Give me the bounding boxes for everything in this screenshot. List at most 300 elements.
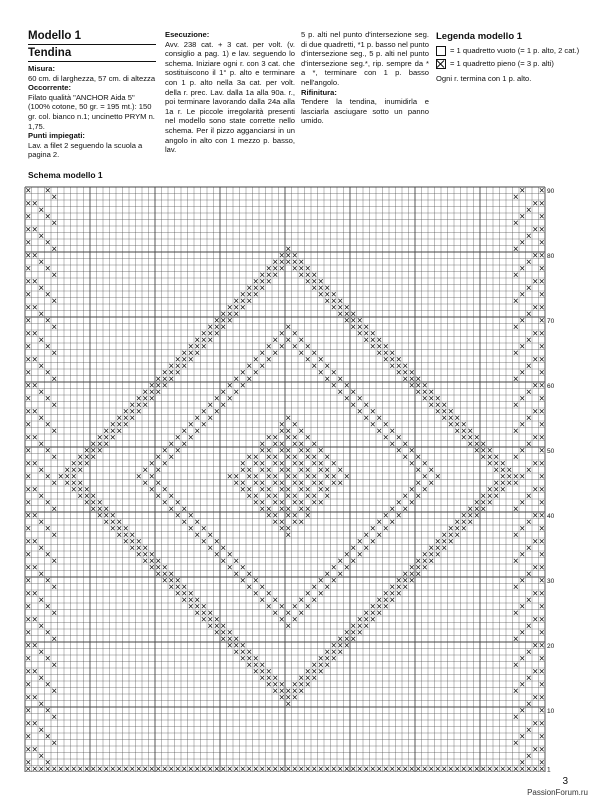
filled-square-mark xyxy=(156,468,160,472)
filled-square-mark xyxy=(371,539,375,543)
filled-square-mark xyxy=(221,767,225,771)
filled-square-mark xyxy=(111,520,115,524)
filled-square-mark xyxy=(280,266,284,270)
filled-square-mark xyxy=(293,331,297,335)
filled-square-mark xyxy=(397,585,401,589)
filled-square-mark xyxy=(540,682,544,686)
filled-square-mark xyxy=(423,565,427,569)
filled-square-mark xyxy=(293,474,297,478)
filled-square-mark xyxy=(332,650,336,654)
filled-square-mark xyxy=(319,370,323,374)
filled-square-mark xyxy=(247,377,251,381)
filled-square-mark xyxy=(104,767,108,771)
filled-square-mark xyxy=(319,286,323,290)
filled-square-mark xyxy=(514,247,518,251)
filled-square-mark xyxy=(26,214,30,218)
filled-square-mark xyxy=(312,598,316,602)
filled-square-mark xyxy=(260,468,264,472)
filled-square-mark xyxy=(332,305,336,309)
filled-square-mark xyxy=(358,409,362,413)
filled-square-mark xyxy=(527,624,531,628)
filled-square-mark xyxy=(364,611,368,615)
filled-square-mark xyxy=(65,481,69,485)
filled-square-mark xyxy=(33,305,37,309)
filled-square-mark xyxy=(221,637,225,641)
filled-square-mark xyxy=(234,650,238,654)
filled-square-mark xyxy=(104,513,108,517)
filled-square-mark xyxy=(520,266,524,270)
filled-square-mark xyxy=(176,585,180,589)
filled-square-mark xyxy=(286,494,290,498)
title-rule xyxy=(28,44,156,45)
filled-square-mark xyxy=(39,442,43,446)
filled-square-mark xyxy=(202,526,206,530)
filled-square-mark xyxy=(189,604,193,608)
filled-square-mark xyxy=(299,487,303,491)
filled-square-mark xyxy=(111,422,115,426)
filled-square-mark xyxy=(533,721,537,725)
filled-square-mark xyxy=(533,617,537,621)
filled-square-mark xyxy=(267,487,271,491)
filled-square-mark xyxy=(540,383,544,387)
column-continuation xyxy=(301,30,429,126)
filled-square-mark xyxy=(260,663,264,667)
row-number-label: 30 xyxy=(547,578,555,585)
filled-square-mark xyxy=(137,539,141,543)
filled-square-mark xyxy=(410,383,414,387)
filled-square-mark xyxy=(429,390,433,394)
filled-square-mark xyxy=(293,767,297,771)
filled-square-mark xyxy=(150,461,154,465)
filled-square-mark xyxy=(98,448,102,452)
filled-square-mark xyxy=(338,468,342,472)
filled-square-mark xyxy=(306,273,310,277)
filled-square-mark xyxy=(527,494,531,498)
filled-square-mark xyxy=(306,604,310,608)
filled-square-mark xyxy=(403,578,407,582)
filled-square-mark xyxy=(286,468,290,472)
filled-square-mark xyxy=(39,286,43,290)
filled-square-mark xyxy=(33,279,37,283)
filled-square-mark xyxy=(423,767,427,771)
filled-square-mark xyxy=(26,695,30,699)
filled-square-mark xyxy=(189,513,193,517)
filled-square-mark xyxy=(78,767,82,771)
filled-square-mark xyxy=(234,767,238,771)
filled-square-mark xyxy=(377,520,381,524)
filled-square-mark xyxy=(514,559,518,563)
filled-square-mark xyxy=(540,487,544,491)
filled-square-mark xyxy=(260,585,264,589)
filled-square-mark xyxy=(221,318,225,322)
filled-square-mark xyxy=(98,442,102,446)
filled-square-mark xyxy=(176,591,180,595)
filled-square-mark xyxy=(124,767,128,771)
filled-square-mark xyxy=(390,357,394,361)
filled-square-mark xyxy=(442,767,446,771)
filled-square-mark xyxy=(254,279,258,283)
filled-square-mark xyxy=(468,435,472,439)
filled-square-mark xyxy=(280,520,284,524)
filled-square-mark xyxy=(540,435,544,439)
filled-square-mark xyxy=(228,383,232,387)
filled-square-mark xyxy=(520,630,524,634)
filled-square-mark xyxy=(514,351,518,355)
filled-square-mark xyxy=(462,422,466,426)
filled-square-mark xyxy=(527,468,531,472)
filled-square-mark xyxy=(312,585,316,589)
filled-square-mark xyxy=(176,500,180,504)
filled-square-mark xyxy=(26,331,30,335)
filled-square-mark xyxy=(280,487,284,491)
filled-square-mark xyxy=(410,377,414,381)
filled-square-mark xyxy=(423,559,427,563)
filled-square-mark xyxy=(403,494,407,498)
filled-square-mark xyxy=(26,643,30,647)
filled-square-mark xyxy=(254,669,258,673)
filled-square-mark xyxy=(91,500,95,504)
filled-square-mark xyxy=(156,481,160,485)
filled-square-mark xyxy=(286,533,290,537)
filled-square-mark xyxy=(286,767,290,771)
filled-square-mark xyxy=(202,617,206,621)
filled-square-mark xyxy=(540,344,544,348)
filled-square-mark xyxy=(351,312,355,316)
filled-square-mark xyxy=(52,767,56,771)
filled-square-mark xyxy=(312,442,316,446)
filled-square-mark xyxy=(85,455,89,459)
filled-square-mark xyxy=(494,455,498,459)
filled-square-mark xyxy=(351,546,355,550)
filled-square-mark xyxy=(481,442,485,446)
filled-square-mark xyxy=(299,611,303,615)
filled-square-mark xyxy=(280,468,284,472)
filled-square-mark xyxy=(33,201,37,205)
filled-square-mark xyxy=(319,279,323,283)
filled-square-mark xyxy=(540,500,544,504)
filled-square-mark xyxy=(85,494,89,498)
filled-square-mark xyxy=(533,565,537,569)
filled-square-mark xyxy=(286,474,290,478)
filled-square-mark xyxy=(143,559,147,563)
filled-square-mark xyxy=(533,227,537,231)
filled-square-mark xyxy=(351,559,355,563)
filled-square-mark xyxy=(540,695,544,699)
filled-square-mark xyxy=(293,513,297,517)
filled-square-mark xyxy=(540,760,544,764)
filled-square-mark xyxy=(26,604,30,608)
filled-square-mark xyxy=(182,767,186,771)
filled-square-mark xyxy=(286,429,290,433)
filled-square-mark xyxy=(520,318,524,322)
filled-square-mark xyxy=(423,390,427,394)
filled-square-mark xyxy=(436,403,440,407)
filled-square-mark xyxy=(358,767,362,771)
filled-square-mark xyxy=(111,435,115,439)
filled-square-mark xyxy=(325,286,329,290)
filled-square-mark xyxy=(46,552,50,556)
filled-square-mark xyxy=(46,656,50,660)
filled-square-mark xyxy=(189,526,193,530)
filled-square-mark xyxy=(481,500,485,504)
filled-square-mark xyxy=(332,292,336,296)
filled-square-mark xyxy=(267,357,271,361)
filled-square-mark xyxy=(325,299,329,303)
filled-square-mark xyxy=(260,481,264,485)
filled-square-mark xyxy=(52,377,56,381)
grid-lines xyxy=(25,187,545,772)
filled-square-mark xyxy=(293,689,297,693)
filled-square-mark xyxy=(130,767,134,771)
filled-square-mark xyxy=(449,526,453,530)
filled-square-mark xyxy=(52,429,56,433)
column-esecuzione xyxy=(165,30,295,155)
filled-square-mark xyxy=(260,767,264,771)
filled-square-mark xyxy=(26,539,30,543)
filled-square-mark xyxy=(182,364,186,368)
filled-square-mark xyxy=(267,474,271,478)
filled-square-mark xyxy=(169,442,173,446)
filled-square-mark xyxy=(260,351,264,355)
filled-square-mark xyxy=(26,682,30,686)
misura-text: 60 cm. di larghezza, 57 cm. di altezza xyxy=(28,73,156,83)
filled-square-mark xyxy=(260,487,264,491)
filled-square-mark xyxy=(143,396,147,400)
filled-square-mark xyxy=(364,546,368,550)
filled-square-mark xyxy=(332,370,336,374)
filled-square-mark xyxy=(299,461,303,465)
filled-square-mark xyxy=(169,364,173,368)
filled-square-mark xyxy=(520,682,524,686)
filled-square-mark xyxy=(338,767,342,771)
filled-square-mark xyxy=(254,578,258,582)
filled-square-mark xyxy=(39,572,43,576)
filled-square-mark xyxy=(33,513,37,517)
filled-square-mark xyxy=(338,305,342,309)
filled-square-mark xyxy=(241,643,245,647)
filled-square-mark xyxy=(319,578,323,582)
filled-square-mark xyxy=(52,559,56,563)
filled-square-mark xyxy=(124,526,128,530)
filled-square-mark xyxy=(260,669,264,673)
filled-square-mark xyxy=(371,604,375,608)
filled-square-mark xyxy=(169,377,173,381)
filled-square-mark xyxy=(202,338,206,342)
filled-square-mark xyxy=(273,455,277,459)
filled-square-mark xyxy=(377,598,381,602)
filled-square-mark xyxy=(325,650,329,654)
filled-square-mark xyxy=(286,338,290,342)
filled-square-mark xyxy=(533,591,537,595)
filled-square-mark xyxy=(533,539,537,543)
filled-square-mark xyxy=(423,461,427,465)
filled-square-mark xyxy=(163,572,167,576)
filled-square-mark xyxy=(33,591,37,595)
filled-square-mark xyxy=(306,279,310,283)
filled-square-mark xyxy=(104,442,108,446)
filled-square-mark xyxy=(533,767,537,771)
filled-square-mark xyxy=(520,526,524,530)
row-number-label: 50 xyxy=(547,448,555,455)
filled-square-mark xyxy=(351,637,355,641)
filled-square-mark xyxy=(39,728,43,732)
filled-square-mark xyxy=(397,513,401,517)
filled-square-mark xyxy=(52,637,56,641)
filled-square-mark xyxy=(33,253,37,257)
filled-square-mark xyxy=(143,468,147,472)
filled-square-mark xyxy=(182,585,186,589)
filled-square-mark xyxy=(72,461,76,465)
filled-square-mark xyxy=(124,533,128,537)
filled-square-mark xyxy=(234,474,238,478)
filled-square-mark xyxy=(130,539,134,543)
filled-square-mark xyxy=(273,461,277,465)
filled-square-mark xyxy=(150,559,154,563)
filled-square-mark xyxy=(46,188,50,192)
filled-square-mark xyxy=(26,500,30,504)
filled-square-mark xyxy=(150,565,154,569)
filled-square-mark xyxy=(520,448,524,452)
filled-square-mark xyxy=(46,630,50,634)
filled-square-mark xyxy=(416,468,420,472)
filled-square-mark xyxy=(169,767,173,771)
filled-square-mark xyxy=(475,500,479,504)
filled-square-mark xyxy=(494,481,498,485)
filled-square-mark xyxy=(260,286,264,290)
filled-square-mark xyxy=(202,611,206,615)
filled-square-mark xyxy=(527,767,531,771)
filled-square-mark xyxy=(228,318,232,322)
filled-square-mark xyxy=(130,403,134,407)
filled-square-mark xyxy=(540,422,544,426)
filled-square-mark xyxy=(390,364,394,368)
filled-square-mark xyxy=(520,474,524,478)
filled-square-mark xyxy=(416,767,420,771)
filled-square-mark xyxy=(46,767,50,771)
filled-square-mark xyxy=(514,689,518,693)
filled-square-mark xyxy=(163,500,167,504)
filled-square-mark xyxy=(514,221,518,225)
filled-square-mark xyxy=(319,292,323,296)
filled-square-mark xyxy=(410,565,414,569)
filled-square-mark xyxy=(319,663,323,667)
filled-square-mark xyxy=(286,435,290,439)
filled-square-mark xyxy=(65,767,69,771)
filled-square-mark xyxy=(91,442,95,446)
legend-note: Ogni r. termina con 1 p. alto. xyxy=(436,74,532,83)
filled-square-mark xyxy=(527,546,531,550)
filled-square-mark xyxy=(514,715,518,719)
filled-square-mark xyxy=(267,344,271,348)
filled-square-mark xyxy=(533,435,537,439)
filled-square-mark xyxy=(33,721,37,725)
filled-square-mark xyxy=(267,767,271,771)
filled-square-mark xyxy=(351,624,355,628)
filled-square-mark xyxy=(533,643,537,647)
filled-square-mark xyxy=(137,409,141,413)
filled-square-mark xyxy=(124,539,128,543)
filled-square-mark xyxy=(26,578,30,582)
filled-square-mark xyxy=(39,494,43,498)
filled-square-mark xyxy=(533,409,537,413)
filled-square-mark xyxy=(195,533,199,537)
filled-square-mark xyxy=(306,591,310,595)
filled-square-mark xyxy=(26,656,30,660)
filled-square-mark xyxy=(312,455,316,459)
filled-square-mark xyxy=(156,494,160,498)
filled-square-mark xyxy=(514,481,518,485)
filled-square-mark xyxy=(299,338,303,342)
filled-square-mark xyxy=(267,266,271,270)
filled-square-mark xyxy=(319,767,323,771)
filled-square-mark xyxy=(403,377,407,381)
filled-square-mark xyxy=(351,767,355,771)
filled-square-mark xyxy=(176,357,180,361)
filled-square-mark xyxy=(514,741,518,745)
filled-square-mark xyxy=(293,604,297,608)
filled-square-mark xyxy=(85,500,89,504)
filled-square-mark xyxy=(358,396,362,400)
filled-square-mark xyxy=(397,370,401,374)
filled-square-mark xyxy=(52,299,56,303)
filled-square-mark xyxy=(273,474,277,478)
filled-square-mark xyxy=(26,357,30,361)
filled-square-mark xyxy=(202,409,206,413)
filled-square-mark xyxy=(208,617,212,621)
filled-square-mark xyxy=(501,481,505,485)
filled-square-mark xyxy=(234,572,238,576)
filled-square-mark xyxy=(520,734,524,738)
filled-square-mark xyxy=(299,689,303,693)
filled-square-mark xyxy=(202,604,206,608)
filled-square-mark xyxy=(371,344,375,348)
filled-square-mark xyxy=(208,325,212,329)
legend-title: Legenda modello 1 xyxy=(436,31,523,42)
filled-square-mark xyxy=(403,585,407,589)
filled-square-mark xyxy=(26,253,30,257)
filled-square-mark xyxy=(494,767,498,771)
schema-title: Schema modello 1 xyxy=(28,170,103,180)
filled-square-mark xyxy=(26,240,30,244)
filled-square-mark xyxy=(26,370,30,374)
filled-square-mark xyxy=(442,409,446,413)
filled-square-mark xyxy=(267,455,271,459)
filled-square-mark xyxy=(280,422,284,426)
filled-square-mark xyxy=(26,227,30,231)
filled-square-mark xyxy=(98,767,102,771)
filled-square-mark xyxy=(397,500,401,504)
filled-square-mark xyxy=(273,676,277,680)
filled-square-mark xyxy=(156,383,160,387)
filled-square-mark xyxy=(481,767,485,771)
filled-square-mark xyxy=(325,468,329,472)
filled-square-mark xyxy=(143,403,147,407)
filled-square-mark xyxy=(410,767,414,771)
filled-square-mark xyxy=(325,474,329,478)
filled-square-mark xyxy=(26,409,30,413)
filled-square-mark xyxy=(91,507,95,511)
filled-square-mark xyxy=(52,403,56,407)
filled-square-mark xyxy=(156,559,160,563)
filled-square-mark xyxy=(520,656,524,660)
pattern-subtitle: Tendina xyxy=(28,47,72,59)
filled-square-mark xyxy=(299,351,303,355)
filled-square-mark xyxy=(397,435,401,439)
filled-square-mark xyxy=(169,507,173,511)
filled-square-mark xyxy=(189,767,193,771)
filled-square-mark xyxy=(26,487,30,491)
filled-square-mark xyxy=(410,578,414,582)
